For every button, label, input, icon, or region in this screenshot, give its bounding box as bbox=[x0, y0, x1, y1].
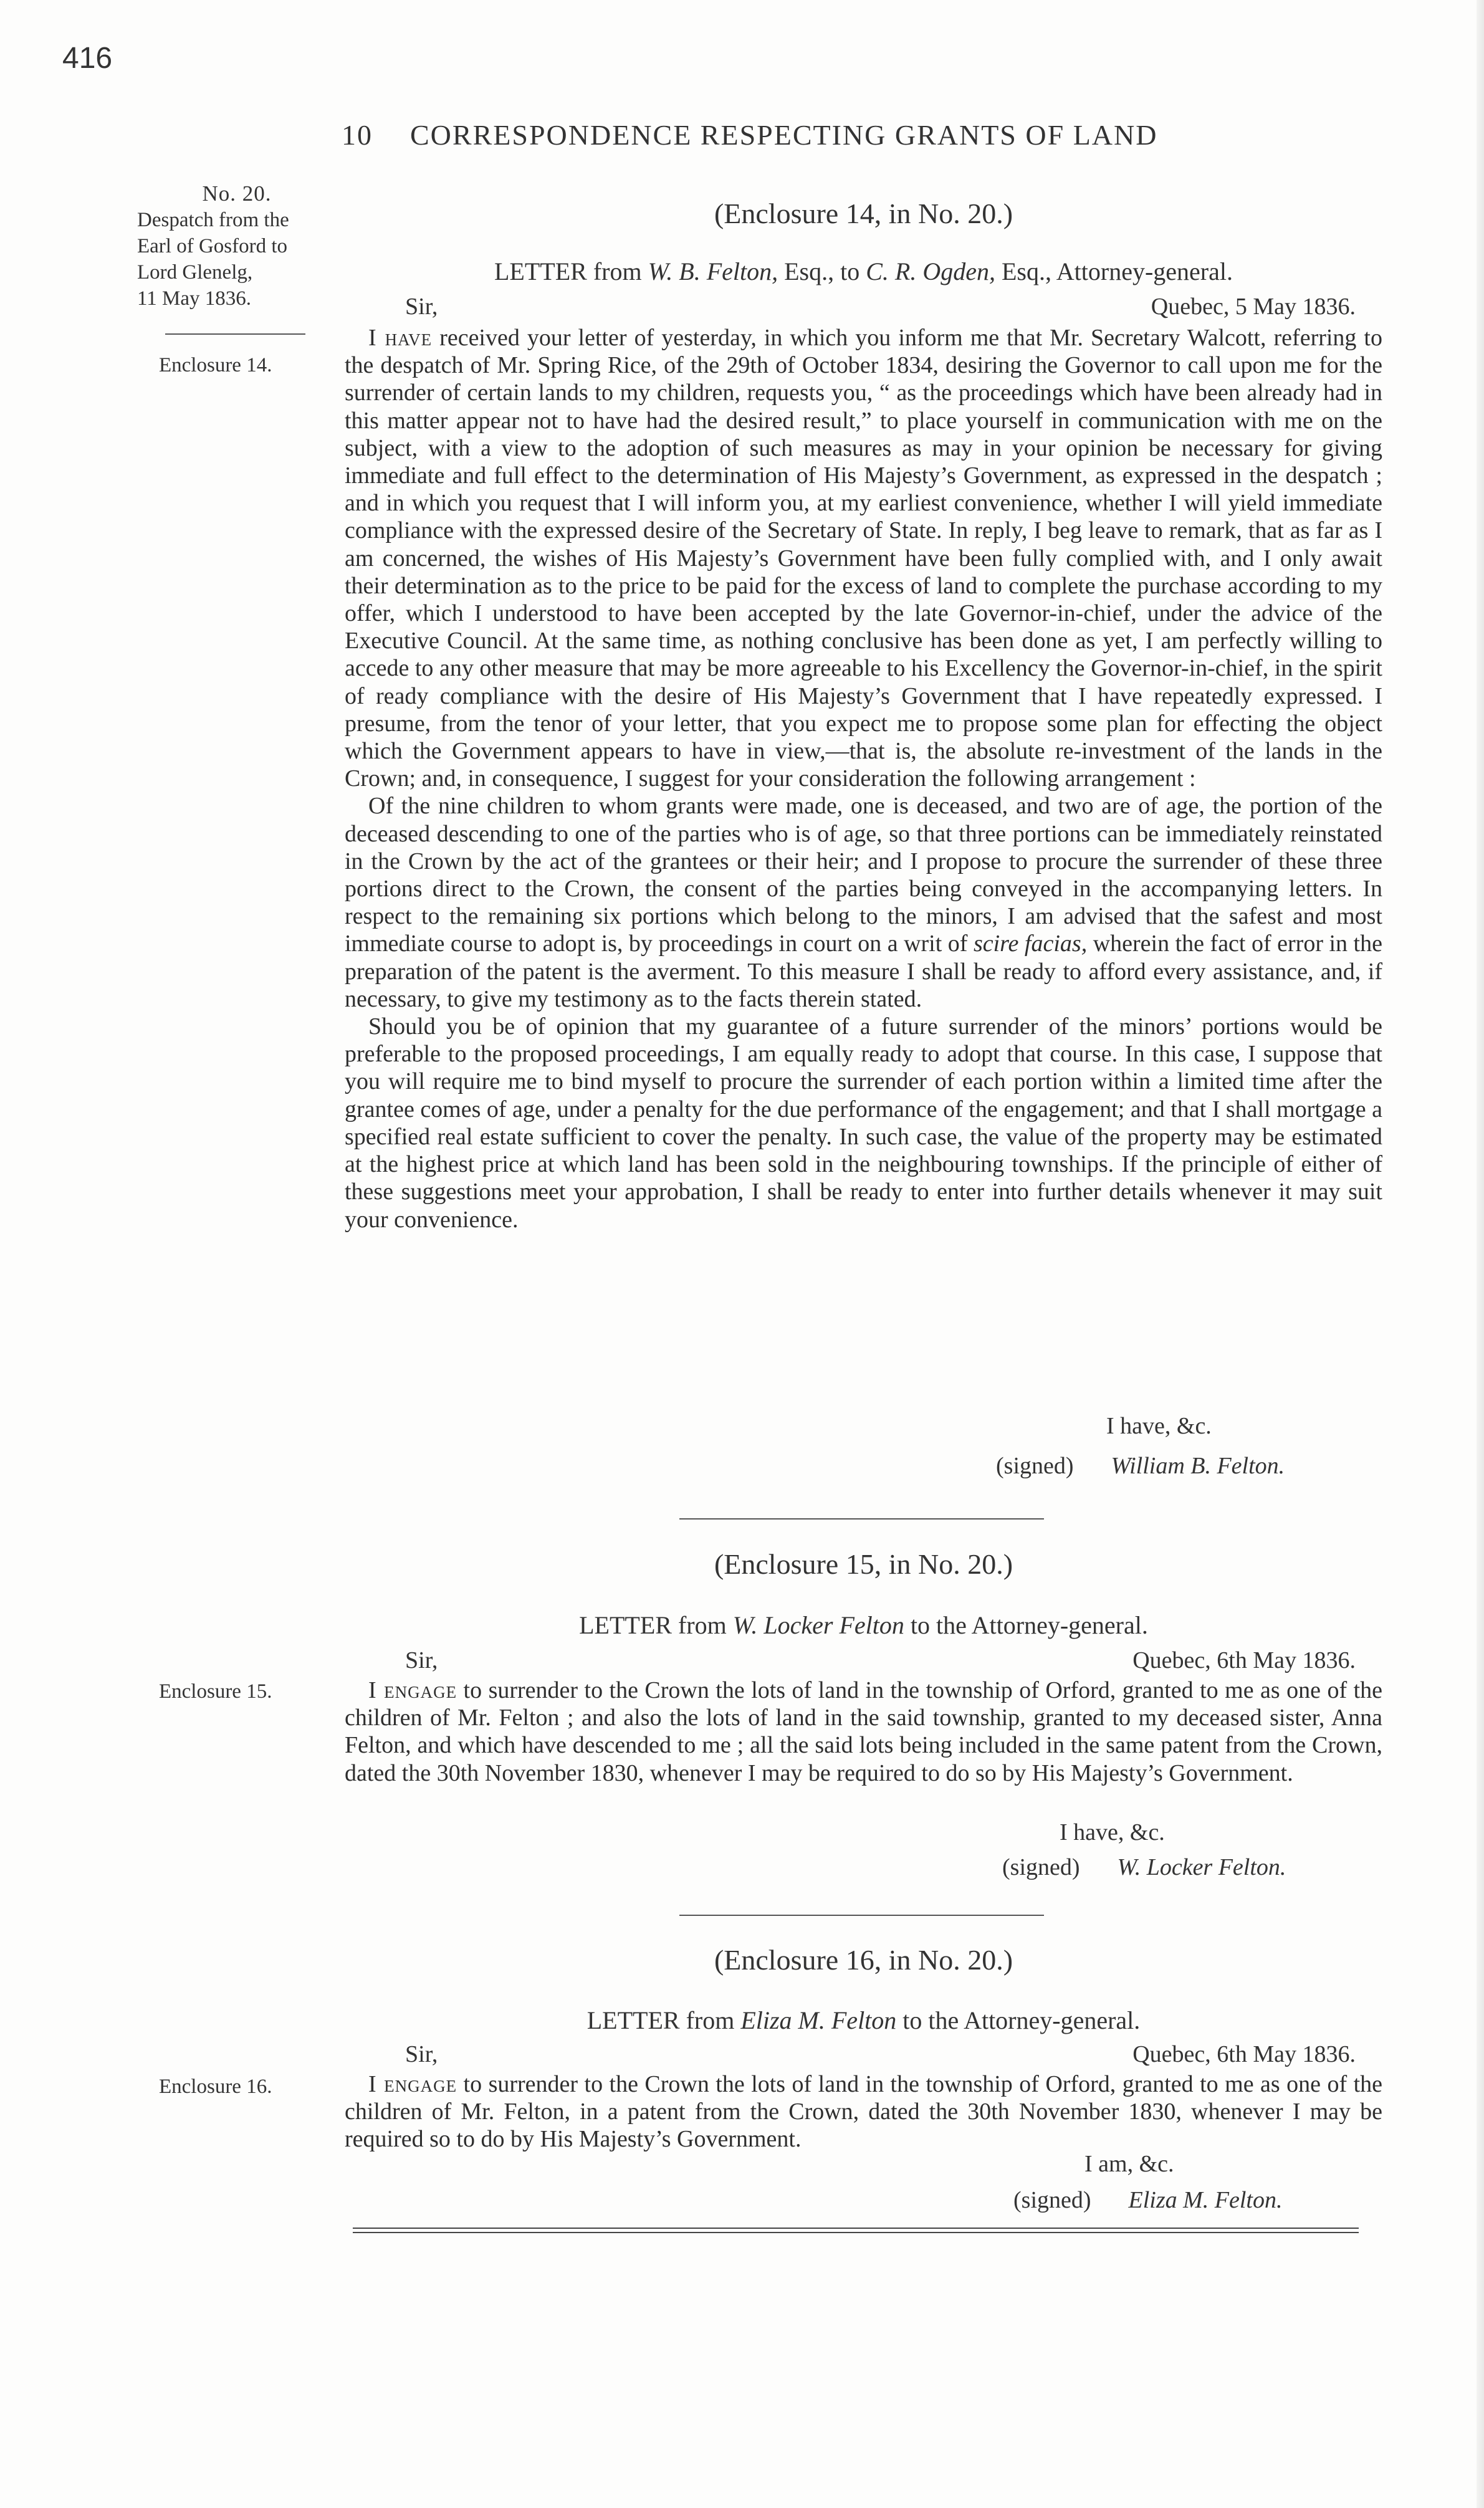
end-rule bbox=[353, 2228, 1359, 2233]
enclosure-15-margin-label: Enclosure 15. bbox=[159, 1680, 272, 1703]
enclosure-16-salutation-row bbox=[405, 2041, 1356, 2068]
enclosure-14-paragraph-1 bbox=[345, 324, 1382, 792]
enclosure-15-letter-title bbox=[345, 1611, 1382, 1640]
margin-note bbox=[137, 181, 337, 312]
margin-despatch-number: No. 20. bbox=[202, 181, 272, 206]
paragraph-text: received your letter of yesterday, in which you inform me that Mr. Secretary Walcott, referring to the despatch of Mr. Spring Rice, of the 29th of October 1834, desiring the Governor to call upon me for the surrender of certain lands to my children, requests you, “ as the proceedings which have been already had in this matter appear not to have had the desired result,” to place yourself in communication with me on the subject, with a view to the adoption of such measures as may in your opinion be necessary for giving immediate and full effect to the determination of His Majesty’s Government, as expressed in the despatch ; and in which you request that I will inform you, at my earliest convenience, whether I will yield immediate compliance with the expressed desire of the Secretary of State. In reply, I beg leave to remark, that as far as I am concerned, the wishes of His Majesty’s Government have been fully complied with, and I only await their determination as to the price to be paid for the excess of land to complete the purchase according to my offer, which I understood to have been accepted by the late Governor-in-chief, under the advice of the Executive Council. At the same time, as nothing conclusive has been done as yet, I am perfectly willing to accede to any other measure that may be more agreeable to his Excellency the Governor-in-chief, in the spirit of ready compliance with the desire of His Majesty’s Government that I have repeatedly expressed. I presume, from the tenor of your letter, that you expect me to propose some plan for effecting the object which the Government appears to have in view,—that is, the absolute re-investment of the lands in the Crown; and, in consequence, I suggest for your consideration the following arrangement : bbox=[345, 325, 1382, 792]
margin-line-4: 11 May 1836. bbox=[137, 287, 252, 310]
running-head bbox=[342, 118, 1289, 151]
sender-name: Eliza M. Felton bbox=[740, 2006, 897, 2034]
paragraph-lead: I have bbox=[368, 325, 433, 351]
signature-name: William B. Felton. bbox=[1111, 1453, 1285, 1479]
margin-line-1: Despatch from the bbox=[137, 209, 289, 231]
enclosure-16-paragraph-1 bbox=[345, 2070, 1382, 2153]
margin-rule bbox=[165, 333, 305, 335]
margin-line-2: Earl of Gosford to bbox=[137, 235, 288, 257]
enclosure-14-heading: (Enclosure 14, in No. 20.) bbox=[714, 198, 1013, 229]
enclosure-16-signature-line bbox=[1013, 2186, 1283, 2214]
paragraph-italic: scire facias, bbox=[973, 931, 1088, 957]
section-separator bbox=[679, 1915, 1044, 1916]
salutation: Sir, bbox=[405, 294, 438, 320]
title-suffix: to the Attorney-general. bbox=[904, 1611, 1148, 1639]
paragraph-lead: I engage bbox=[368, 2071, 457, 2097]
enclosure-15-signature-line bbox=[1002, 1854, 1286, 1881]
enclosure-14-letter-title bbox=[345, 257, 1382, 286]
place-date: Quebec, 5 May 1836. bbox=[1151, 294, 1356, 320]
enclosure-15-body bbox=[345, 1677, 1382, 1787]
salutation: Sir, bbox=[405, 2041, 438, 2067]
enclosure-16-letter-title bbox=[345, 2006, 1382, 2035]
margin-line-3: Lord Glenelg, bbox=[137, 261, 253, 284]
paragraph-text: to surrender to the Crown the lots of land in the township of Orford, granted to me as one of the children of Mr. Felton ; and also the lots of land in the said township, granted to my deceased sister, Anna Felton, and which have descended to me ; all the said lots being included in the same patent from the Crown, dated the 30th November 1830, whenever I may be required to do so by His Majesty’s Government. bbox=[345, 1677, 1382, 1786]
enclosure-14-salutation-row bbox=[405, 293, 1356, 320]
enclosure-15-salutation-row bbox=[405, 1647, 1356, 1674]
place-date: Quebec, 6th May 1836. bbox=[1132, 2041, 1356, 2067]
paragraph-lead: I engage bbox=[368, 1677, 457, 1703]
paragraph-text-end: wherein the fact of error in the preparation of the patent is the averment. To this measure I shall be ready to afford every assistance, and, if necessary, to give my testimony as to the facts therein stated. bbox=[345, 931, 1382, 1012]
sender-name: W. Locker Felton bbox=[732, 1611, 904, 1639]
title-suffix: to the Attorney-general. bbox=[896, 2006, 1141, 2034]
signed-label: (signed) bbox=[1013, 2187, 1091, 2213]
signed-label: (signed) bbox=[996, 1453, 1074, 1479]
folio-number: 10 bbox=[342, 119, 373, 151]
paragraph-text: Of the nine children to whom grants were made, one is deceased, and two are of age, the portion of the deceased descending to one of the parties who is of age, so that three portions can be immediately reinstated in the Crown by the act of the grantees or their heir; and I propose to procure the surrender of these three portions direct to the Crown, the consent of the parties being conveyed in the accompanying letters. In respect to the remaining six portions which belong to the minors, I am advised that the safest and most immediate course to adopt is, by proceedings in court on a writ of bbox=[345, 793, 1382, 957]
title-mid: Esq., to bbox=[778, 257, 866, 285]
enclosure-16-margin-label: Enclosure 16. bbox=[159, 2075, 272, 2098]
enclosure-15-closing: I have, &c. bbox=[1060, 1819, 1165, 1845]
title-suffix: Esq., Attorney-general. bbox=[995, 257, 1233, 285]
page-edge-shadow bbox=[1477, 0, 1484, 2508]
paragraph-text: to surrender to the Crown the lots of land in the township of Orford, granted to me as one of the children of Mr. Felton, in a patent from the Crown, dated the 30th November 1830, whenever I may be required so to do by His Majesty’s Government. bbox=[345, 2071, 1382, 2153]
enclosure-16-body bbox=[345, 2070, 1382, 2153]
recipient-name: C. R. Ogden, bbox=[866, 257, 995, 285]
enclosure-16-closing: I am, &c. bbox=[1084, 2151, 1174, 2177]
section-separator bbox=[679, 1518, 1044, 1520]
title-prefix: LETTER from bbox=[579, 1611, 733, 1639]
sender-name: W. B. Felton, bbox=[648, 257, 778, 285]
enclosure-14-closing: I have, &c. bbox=[1106, 1413, 1212, 1439]
salutation: Sir, bbox=[405, 1647, 438, 1673]
enclosure-14-signature-line bbox=[996, 1452, 1285, 1480]
title-prefix: LETTER from bbox=[586, 2006, 741, 2034]
enclosure-14-margin-label: Enclosure 14. bbox=[159, 354, 272, 376]
place-date: Quebec, 6th May 1836. bbox=[1132, 1647, 1356, 1673]
signed-label: (signed) bbox=[1002, 1854, 1080, 1880]
signature-name: Eliza M. Felton. bbox=[1128, 2187, 1283, 2213]
title-prefix: LETTER from bbox=[494, 257, 648, 285]
enclosure-15-paragraph-1 bbox=[345, 1677, 1382, 1787]
enclosure-14-body bbox=[345, 324, 1382, 1233]
signature-name: W. Locker Felton. bbox=[1117, 1854, 1286, 1880]
enclosure-15-heading: (Enclosure 15, in No. 20.) bbox=[714, 1548, 1013, 1580]
enclosure-14-paragraph-3 bbox=[345, 1013, 1382, 1233]
archive-page-number: 416 bbox=[62, 42, 113, 75]
running-head-title: CORRESPONDENCE RESPECTING GRANTS OF LAND bbox=[410, 119, 1158, 151]
paragraph-text: Should you be of opinion that my guarantee of a future surrender of the minors’ portions would be preferable to the proposed proceedings, I am equally ready to adopt that course. In this case, I suppose that you will require me to bind myself to procure the surrender of each portion within a limited time after the grantee comes of age, under a penalty for the due performance of the engagement; and that I shall mortgage a specified real estate sufficient to cover the penalty. In such case, the value of the property may be estimated at the highest price at which land has been sold in the neighbouring townships. If the principle of either of these suggestions meet your approbation, I shall be ready to enter into further details whenever it may suit your convenience. bbox=[345, 1013, 1382, 1233]
enclosure-14-paragraph-2 bbox=[345, 792, 1382, 1013]
enclosure-16-heading: (Enclosure 16, in No. 20.) bbox=[714, 1944, 1013, 1976]
